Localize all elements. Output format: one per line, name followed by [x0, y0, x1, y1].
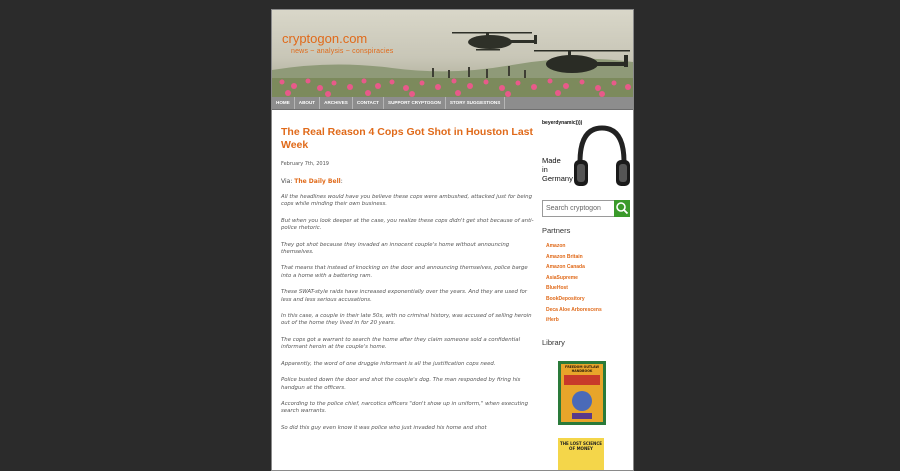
partner-link-amazon-canada[interactable]: Amazon Canada	[546, 264, 585, 271]
sidebar	[542, 118, 630, 451]
partner-link-asiasupreme[interactable]: AsiaSupreme	[546, 274, 578, 281]
ad-made-in-germany	[542, 156, 573, 183]
ad-made-line: Made	[542, 156, 561, 165]
nav-contact[interactable]: CONTACT	[353, 97, 384, 109]
partner-link-iherb[interactable]: iHerb	[546, 317, 559, 324]
ad-made-line: in	[542, 165, 548, 174]
search-button[interactable]	[614, 200, 630, 217]
partners-heading: Partners	[542, 226, 571, 235]
search-input[interactable]: Search cryptogon	[542, 200, 615, 217]
partners-list	[546, 241, 602, 326]
post-paragraph: Apparently, the word of one druggie informant is all the justification cops need.	[281, 360, 496, 367]
nav-support-cryptogon[interactable]: SUPPORT CRYPTOGON	[384, 97, 446, 109]
post-paragraph: In this case, a couple in their late 50s, with no criminal history, was accused of selling heroin out of the home they lived in for 20 years.	[281, 313, 532, 327]
headphones-ad[interactable]	[542, 118, 630, 193]
partner-link-amazon[interactable]: Amazon	[546, 243, 566, 249]
post-title[interactable]: The Real Reason 4 Cops Got Shot in Houston Last Week	[281, 126, 534, 151]
search-icon	[614, 200, 630, 217]
post-paragraph: The cops got a warrant to search the home after they claim someone sold a confidential informant heroin at the couple's home.	[281, 336, 521, 351]
site-title[interactable]: cryptogon.com	[282, 31, 368, 46]
nav-home[interactable]: HOME	[272, 97, 295, 109]
partner-link-amazon-britain[interactable]: Amazon Britain	[546, 253, 583, 260]
via-suffix: :	[340, 178, 343, 185]
headphones-icon	[570, 124, 630, 194]
via-label: Via:	[281, 178, 293, 185]
post-date: February 7th, 2019	[281, 161, 329, 167]
main-content	[281, 126, 536, 438]
search-form	[542, 200, 630, 217]
book-title: FREEDOM OUTLAW HANDBOOK	[565, 365, 599, 373]
nav-story-suggestions[interactable]: STORY SUGGESTIONS	[446, 97, 505, 109]
library-heading: Library	[542, 338, 565, 347]
post-paragraph: So did this guy even know it was police who just invaded his home and shot	[281, 424, 487, 431]
page-container	[271, 9, 634, 471]
ad-made-line: Germany	[542, 174, 573, 183]
nav-about[interactable]: ABOUT	[295, 97, 320, 109]
post-paragraph: These SWAT-style raids have increased exponentially over the years. And they are used for less and less serious accusations.	[281, 289, 528, 303]
post-paragraph: According to the police chief, narcotics officers "don't show up in uniform," when executing search warrants.	[281, 400, 528, 415]
post-paragraph: But when you look deeper at the case, you realize these cops didn't get shot because of anti-police rhetoric.	[281, 217, 534, 232]
library-book-cover[interactable]	[558, 361, 606, 425]
partner-link-deca-aloe[interactable]: Deca Aloe Arborescens	[546, 306, 602, 313]
via-source-link[interactable]: The Daily Bell	[294, 178, 341, 185]
ad-brand-logo: beyerdynamic))))	[542, 120, 583, 126]
book-title: THE LOST SCIENCE OF MONEY	[559, 441, 603, 451]
post-paragraph: They got shot because they invaded an innocent couple's home without announcing themselves.	[281, 241, 510, 256]
library-book-cover[interactable]	[558, 438, 604, 471]
site-header	[272, 10, 633, 97]
post-paragraph: That means that instead of knocking on the door and announcing themselves, police barge into a home with a battering ram.	[281, 265, 528, 279]
via-line	[281, 178, 536, 185]
main-navigation	[272, 97, 633, 110]
nav-archives[interactable]: ARCHIVES	[320, 97, 353, 109]
site-tagline: news ~ analysis ~ conspiracies	[291, 48, 394, 55]
partner-link-bluehost[interactable]: BlueHost	[546, 285, 568, 292]
post-paragraph: All the headlines would have you believe these cops were ambushed, attacked just for being cops while minding their own business.	[281, 194, 533, 208]
partner-link-bookdepository[interactable]: BookDepository	[546, 295, 585, 302]
post-paragraph: Police busted down the door and shot the couple's dog. The man responded by firing his handgun at the officers.	[281, 377, 521, 391]
